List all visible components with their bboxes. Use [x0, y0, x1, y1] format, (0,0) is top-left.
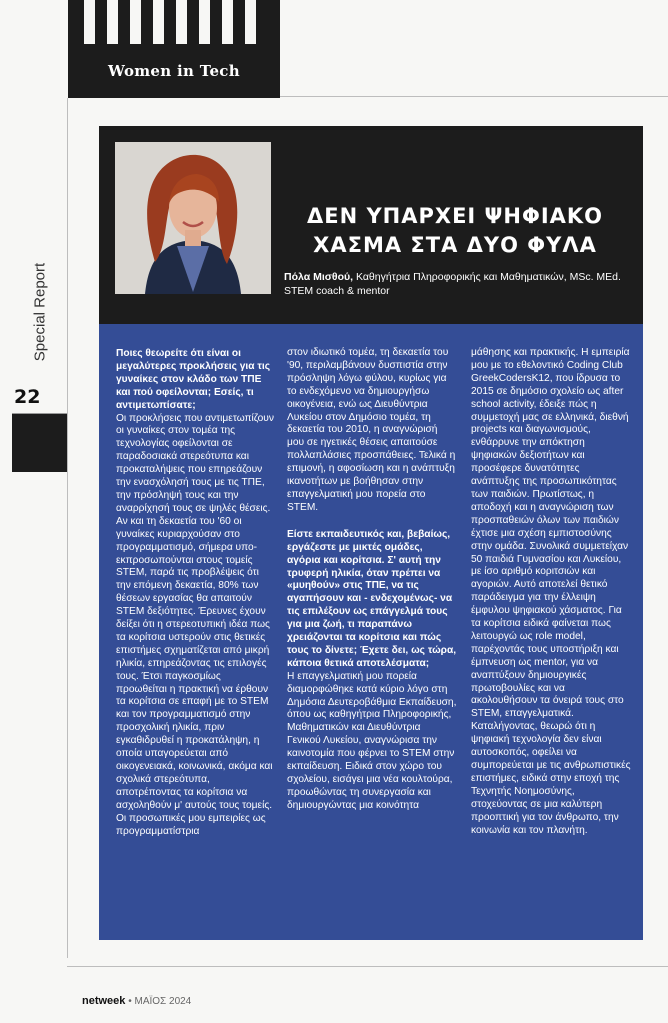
margin-dark-block [12, 414, 67, 472]
interview-question: Ποιες θεωρείτε ότι είναι οι μεγαλύτερες προκλήσεις για τις γυναίκες στον κλάδο των ΤΠΕ και πού οφείλονται; Εσείς, τι αντιμετωπίσατε; [116, 348, 271, 411]
interview-answer: μάθησης και πρακτικής. Η εμπειρία μου με το εθελοντικό Coding Club GreekCodersK12, που ίδρυσα το 2015 σε δημόσιο σχολείο ως after school activity, έδειξε πώς η συμμετοχή μας σε ελληνικά, διεθνή projects και διαγωνισμούς, ενθάρρυνε την απόκτηση ψηφιακών δεξιοτήτων και προσέφερε δυνατότητες ανάπτυξης της προσωπικότητας των παιδιών. Πρωτίστως, η αποδοχή και η αναγνώριση των προσπαθειών όλων των παιδιών έχτισε μια σχέση εμπιστοσύνης στην ομάδα. Συνολικά συμμετείχαν 50 παιδιά Γυμνασίου και Λυκείου, με ίσο αριθμό κοριτσιών και αγοριών. Αυτό αποτελεί θετικό παράδειγμα για την έλλειψη έμφυλου ψηφιακού χάσματος. Για τα κορίτσια ειδικά φαίνεται πως λειτουργώ ως role model, παρέχοντάς τους υποστήριξη και έμπνευση ως mentor, για να αναπτύξουν δημιουργικές πρωτοβουλίες και να ακολουθήσουν τα όνειρά τους στο STEM, επαγγελματικά. Καταλήγοντας, θεωρώ ότι η ψηφιακή τεχνολογία δεν είναι αυτοσκοπός, οφείλει να συμπορεύεται με τις ανθρωπιστικές επιστήμες, ειδικά στην εποχή της Τεχνητής Νοημοσύνης, στοχεύοντας σε μια καλύτερη προοπτική για τον άνθρωπο, την κοινωνία και τον πλανήτη. [471, 347, 631, 836]
magazine-brand: netweek [82, 995, 126, 1007]
interview-answer: Οι προκλήσεις που αντιμετωπίζουν οι γυναίκες στον τομέα της τεχνολογίας οφείλονται σε παραδοσιακά στερεότυπα και προκαταλήψεις που επηρεάζουν την ενασχόλησή τους με τις ΤΠΕ, την πρόσληψή τους και την αναρρίχησή τους σε ψηλές θέσεις. Αν και τη δεκαετία του '60 οι γυναίκες κυριαρχούσαν στο προγραμματισμό, σήμερα υπο-εκπροσωπούνται στους τομείς STEM, παρά τις προβλέψεις ότι την επόμενη δεκαετία, 80% των θέσεων εργασίας θα απαιτούν STEM δεξιότητες. Έρευνες έχουν δείξει ότι η στερεοτυπική ιδέα πως τα κορίτσια υστερούν στις θετικές επιστήμες σχηματίζεται από μικρή ηλικία, επηρεάζοντας τις επιλογές τους. Έτσι παγκοσμίως προωθείται η πρακτική να έρθουν τα κορίτσια σε επαφή με το STEM και τον προγραμματισμό στην προσχολική ηλικία, πριν εγκαθιδρυθεί η προκατάληψη, η οποία υπαγορεύεται από οικογενειακά, κοινωνικά, ακόμα και σχολικά στερεότυπα, αποτρέποντας τα κορίτσια να ασχοληθούν μ' αυτούς τους τομείς. Οι προσωπικές μου εμπειρίες ως προγραμματίστρια [116, 412, 274, 837]
author-byline [284, 270, 629, 298]
issue-date: ΜΑΪΟΣ 2024 [134, 996, 192, 1007]
interview-answer: Η επαγγελματική μου πορεία διαμορφώθηκε κατά κύριο λόγο στη Δημόσια Δευτεροβάθμια Εκπαίδευση, όπου ως καθηγήτρια Πληροφορικής, Μαθηματικών και Διευθύντρια Γενικού Λυκείου, αναγνώρισα την καινοτομία που φέρνει το STEM στην εκπαίδευση. Ειδικά στον χώρο του σχολείου, εισάγει μια νέα κουλτούρα, προωθώντας τη συνεργασία και δημιουργώντας μια κοινότητα [287, 670, 457, 811]
section-label: Women in Tech [108, 62, 240, 80]
interview-question: Είστε εκπαιδευτικός και, βεβαίως, εργάζεστε με μικτές ομάδες, αγόρια και κορίτσια. Σ' αυτή την τρυφερή ηλικία, όταν πρέπει να «μυηθούν» στις ΤΠΕ, να τις αγαπήσουν και - ενδεχομένως- να τις επιλέξουν ως επάγγελμά τους για μια ζωή, τι παραπάνω χρειάζονται τα κορίτσια και πώς τους το δίνετε; Έχετε δει, ως τώρα, κάποια θετικά αποτελέσματα; [287, 528, 457, 669]
author-role: Καθηγήτρια Πληροφορικής και Μαθηματικών, MSc. MEd. STEM coach & mentor [284, 271, 621, 297]
article-column-1 [116, 348, 274, 838]
portrait-illustration [115, 142, 271, 294]
frame-divider [280, 96, 668, 97]
frame-divider [67, 966, 668, 967]
footer-separator: • [125, 996, 135, 1007]
header-comb-decoration [78, 0, 274, 44]
frame-divider [67, 98, 68, 958]
special-report-label: Special Report [31, 262, 49, 362]
article-title: ΔΕΝ ΥΠΑΡΧΕΙ ΨΗΦΙΑΚΟ ΧΑΣΜΑ ΣΤΑ ΔΥΟ ΦΥΛΑ [306, 204, 604, 257]
author-name: Πόλα Μισθού, [284, 271, 354, 283]
article-column-2 [287, 347, 457, 813]
page-footer [82, 995, 191, 1007]
article-column-3 [471, 347, 631, 837]
author-portrait [115, 142, 271, 294]
interview-answer: στον ιδιωτικό τομέα, τη δεκαετία του '90, περιλαμβάνουν δυσπιστία στην πρόσληψη λόγω φύλου, κυρίως για το ενδεχόμενο να δημιουργήσω οικογένεια, ενώ ως Διευθύντρια Λυκείου στον Δημόσιο τομέα, τη δεκαετία του 2010, η αναγνώρισή μου σε ηγετικές θέσεις απαιτούσε πολλαπλάσιες προσπάθειες. Τελικά η επιμονή, η αφοσίωση και η ανάπτυξη ικανοτήτων με βοήθησαν στην επαγγελματική μου πορεία στο STEM. [287, 347, 456, 513]
page-number: 22 [14, 386, 41, 408]
